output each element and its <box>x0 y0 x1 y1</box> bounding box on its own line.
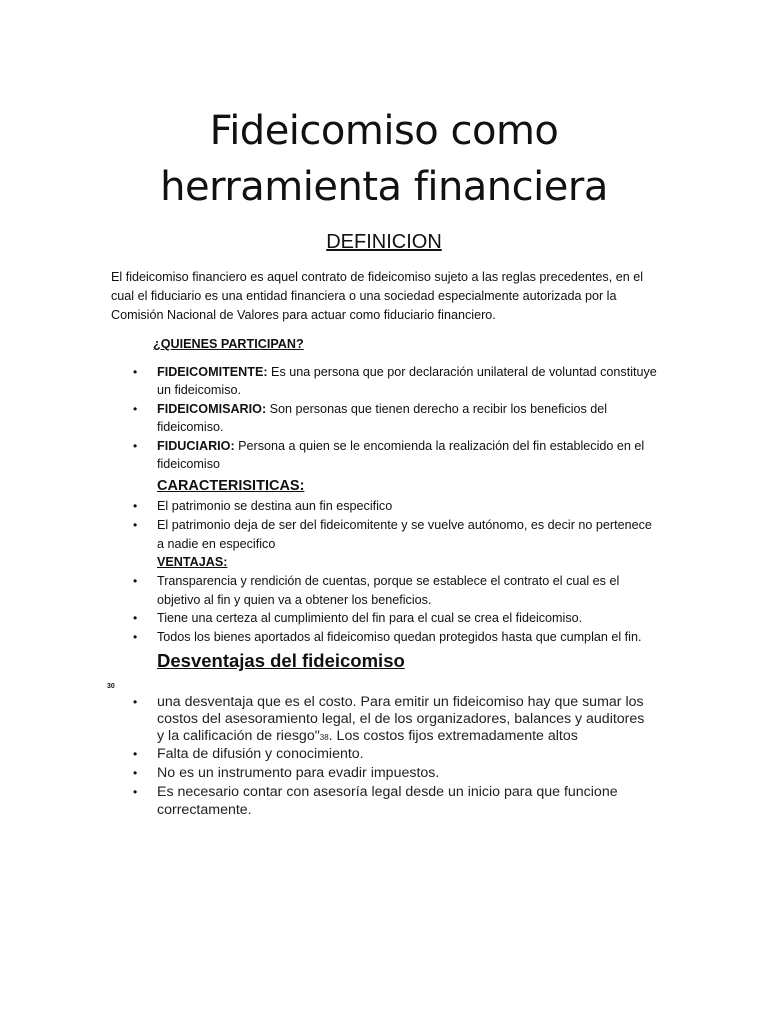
title-line-1: Fideicomiso como <box>209 108 559 154</box>
item-text: objetivo al fin y quien va a obtener los beneficios. <box>157 593 432 607</box>
list-item: Todos los bienes aportados al fideicomiso quedan protegidos hasta que cumplan el fin. <box>157 630 642 644</box>
bullet-icon: • <box>133 630 138 644</box>
bullet-icon: • <box>133 518 138 532</box>
item-text: fideicomiso. <box>157 420 224 434</box>
item-text: Es una persona que por declaración unilateral de voluntad constituye <box>267 365 657 379</box>
bullet-icon: • <box>133 439 138 453</box>
item-text: fideicomiso <box>157 457 220 471</box>
item-text: un fideicomiso. <box>157 383 241 397</box>
bullet-icon: • <box>133 611 138 625</box>
bullet-icon: • <box>133 402 138 416</box>
list-item: Es necesario contar con asesoría legal desde un inicio para que funcione <box>157 784 618 800</box>
item-text: Persona a quien se le encomienda la realización del fin establecido en el <box>234 439 645 453</box>
list-item: Transparencia y rendición de cuentas, porque se establece el contrato el cual es el <box>157 574 620 588</box>
bullet-icon: • <box>133 574 138 588</box>
participan-heading: ¿QUIENES PARTICIPAN? <box>153 337 304 351</box>
item-text: y la calificación de riesgo" <box>157 728 320 744</box>
caracteristicas-heading: CARACTERISITICAS: <box>157 478 305 494</box>
list-item: No es un instrumento para evadir impuestos. <box>157 765 440 781</box>
term: FIDUCIARIO: <box>157 439 235 453</box>
ventajas-heading: VENTAJAS: <box>157 555 228 569</box>
bullet-icon: • <box>133 365 138 379</box>
definicion-line: Comisión Nacional de Valores para actuar como fiduciario financiero. <box>111 308 496 322</box>
item-text: Son personas que tienen derecho a recibir los beneficios del <box>266 402 608 416</box>
list-item: una desventaja que es el costo. Para emitir un fideicomiso hay que sumar los <box>157 694 644 710</box>
footnote-marker: 30 <box>107 683 115 690</box>
item-text: . Los costos fijos extremadamente altos <box>328 728 578 744</box>
list-item <box>157 365 657 379</box>
definicion-line: El fideicomiso financiero es aquel contrato de fideicomiso sujeto a las reglas precedentes, en el <box>111 270 644 284</box>
list-item: El patrimonio deja de ser del fideicomitente y se vuelve autónomo, es decir no pertenece <box>157 518 652 532</box>
list-item: El patrimonio se destina aun fin especifico <box>157 499 393 513</box>
title-line-2: herramienta financiera <box>160 164 608 210</box>
item-text: costos del asesoramiento legal, el de los organizadores, balances y auditores <box>157 711 645 727</box>
bullet-icon: • <box>133 695 138 709</box>
item-text: a nadie en especifico <box>157 537 276 551</box>
desventajas-heading: Desventajas del fideicomiso <box>157 650 405 671</box>
term: FIDEICOMISARIO: <box>157 402 267 416</box>
list-item: Tiene una certeza al cumplimiento del fin para el cual se crea el fideicomiso. <box>157 611 583 625</box>
definicion-heading: DEFINICION <box>326 231 442 253</box>
footnote-ref: 38 <box>319 733 329 742</box>
list-item: Falta de difusión y conocimiento. <box>157 746 364 762</box>
item-text: correctamente. <box>157 802 252 818</box>
bullet-icon: • <box>133 785 138 799</box>
term: FIDEICOMITENTE: <box>157 365 268 379</box>
definicion-line: cual el fiduciario es una entidad financiera o una sociedad especialmente autorizada por la <box>111 289 617 303</box>
bullet-icon: • <box>133 499 138 513</box>
list-item <box>157 439 644 453</box>
bullet-icon: • <box>133 766 138 780</box>
bullet-icon: • <box>133 747 138 761</box>
list-item <box>157 402 607 416</box>
item-text <box>157 728 578 744</box>
